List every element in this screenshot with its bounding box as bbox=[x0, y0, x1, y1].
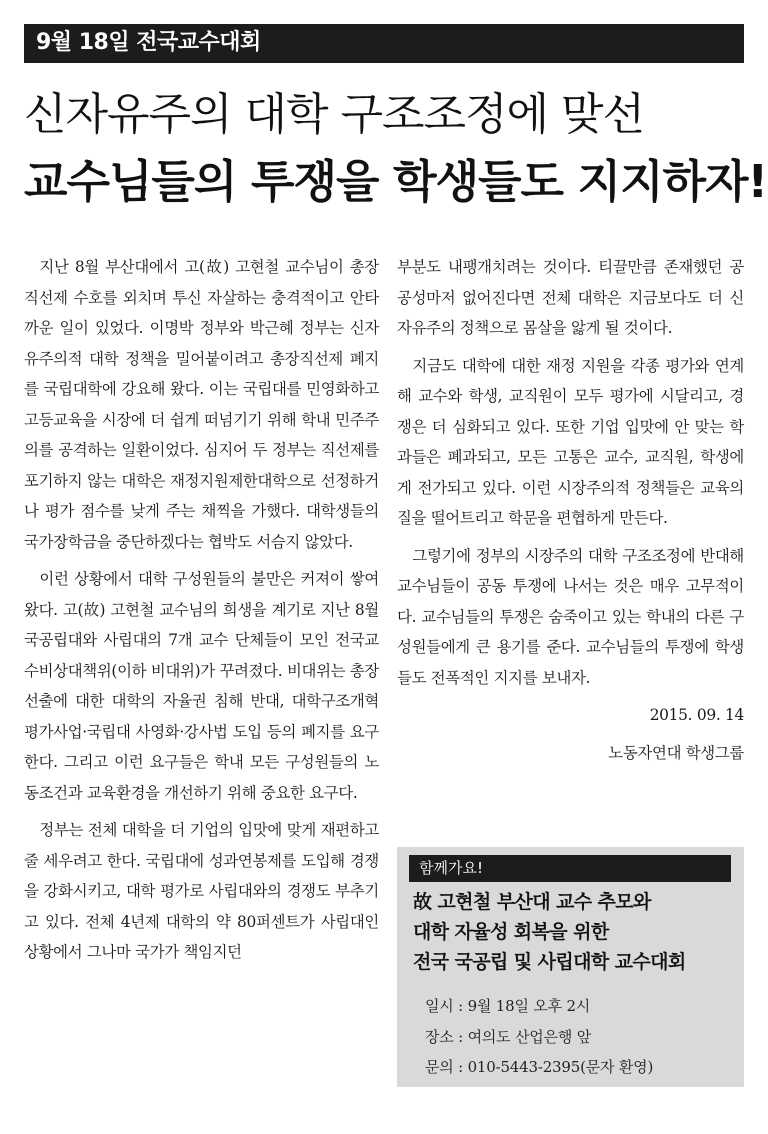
banner-label: 9월 18일 전국교수대회 bbox=[36, 30, 261, 55]
article-paragraph: 그렇기에 정부의 시장주의 대학 구조조정에 반대해 교수님들이 공동 투쟁에 나서는 것은 매우 고무적이다. 교수님들의 투쟁은 숨죽이고 있는 학내의 다른 구성원들에게 큰 용기를 준다. 교수님들의 투쟁에 학생들도 전폭적인 지지를 보내자. bbox=[397, 546, 744, 687]
article-date: 2015. 09. 14 bbox=[649, 706, 744, 724]
headline-line-1: 신자유주의 대학 구조조정에 맞선 bbox=[24, 89, 645, 140]
article-column-left bbox=[24, 252, 379, 975]
event-title-line: 대학 자율성 회복을 위한 bbox=[413, 921, 609, 943]
event-tag: 함께가요! bbox=[409, 855, 731, 882]
article-paragraph: 부분도 내팽개치려는 것이다. 티끌만큼 존재했던 공공성마저 없어진다면 전체 대학은 지금보다도 더 신자유주의 정책으로 몸살을 앓게 될 것이다. bbox=[397, 258, 744, 337]
event-details bbox=[425, 991, 735, 1083]
article-paragraph: 정부는 전체 대학을 더 기업의 입맛에 맞게 재편하고 줄 세우려고 한다. 국립대에 성과연봉제를 도입해 경쟁을 강화시키고, 대학 평가로 사립대와의 경쟁도 부추기고 있다. 전체 4년제 대학의 약 80퍼센트가 사립대인 상황에서 그나마 국가가 책임지던 bbox=[24, 821, 379, 961]
event-title-line: 故 고현철 부산대 교수 추모와 bbox=[413, 891, 651, 913]
article-column-right bbox=[397, 252, 744, 775]
section-banner bbox=[24, 24, 744, 63]
event-place: 장소 : 여의도 산업은행 앞 bbox=[425, 1027, 592, 1046]
article-paragraph: 지난 8월 부산대에서 고(故) 고현철 교수님이 총장직선제 수호를 외치며 투신 자살하는 충격적이고 안타까운 일이 있었다. 이명박 정부와 박근혜 정부는 신자유주의적 대학 정책을 밀어붙이려고 총장직선제 폐지를 국립대학에 강요해 왔다. 이는 국립대를 민영화하고 고등교육을 시장에 더 쉽게 떠넘기기 위해 학내 민주주의를 공격하는 일환이었다. 심지어 두 정부는 직선제를 포기하지 않는 대학은 재정지원제한대학으로 선정하거나 평가 점수를 낮게 주는 채찍을 가했다. 대학생들의 국가장학금을 중단하겠다는 협박도 서슴지 않았다. bbox=[24, 258, 379, 551]
event-info-box bbox=[397, 847, 744, 1087]
article-author: 노동자연대 학생그룹 bbox=[608, 743, 744, 762]
event-title-line: 전국 국공립 및 사립대학 교수대회 bbox=[413, 951, 686, 973]
article-paragraph: 이런 상황에서 대학 구성원들의 불만은 커져이 쌓여왔다. 고(故) 고현철 교수님의 희생을 계기로 지난 8월 국공립대와 사립대의 7개 교수 단체들이 모인 전국교수비상대책위(이하 비대위)가 꾸려졌다. 비대위는 총장 선출에 대한 대학의 자율권 침해 반대, 대학구조개혁 평가사업·국립대 사영화·강사법 도입 등의 폐지를 요구한다. 그리고 이런 요구들은 학내 모든 구성원들의 노동조건과 교육환경을 개선하기 위해 중요한 요구다. bbox=[24, 570, 379, 802]
headline-line-2: 교수님들의 투쟁을 학생들도 지지하자! bbox=[24, 155, 768, 208]
event-date: 일시 : 9월 18일 오후 2시 bbox=[425, 997, 591, 1015]
event-title bbox=[413, 887, 738, 977]
event-contact: 문의 : 010-5443-2395(문자 환영) bbox=[425, 1058, 654, 1076]
article-paragraph: 지금도 대학에 대한 재정 지원을 각종 평가와 연계해 교수와 학생, 교직원이 모두 평가에 시달리고, 경쟁은 더 심화되고 있다. 또한 기업 입맛에 안 맞는 학과들은 폐과되고, 모든 고통은 교수, 교직원, 학생에게 전가되고 있다. 이런 시장주의적 정책들은 교육의 질을 떨어트리고 학문을 편협하게 만든다. bbox=[397, 356, 744, 527]
